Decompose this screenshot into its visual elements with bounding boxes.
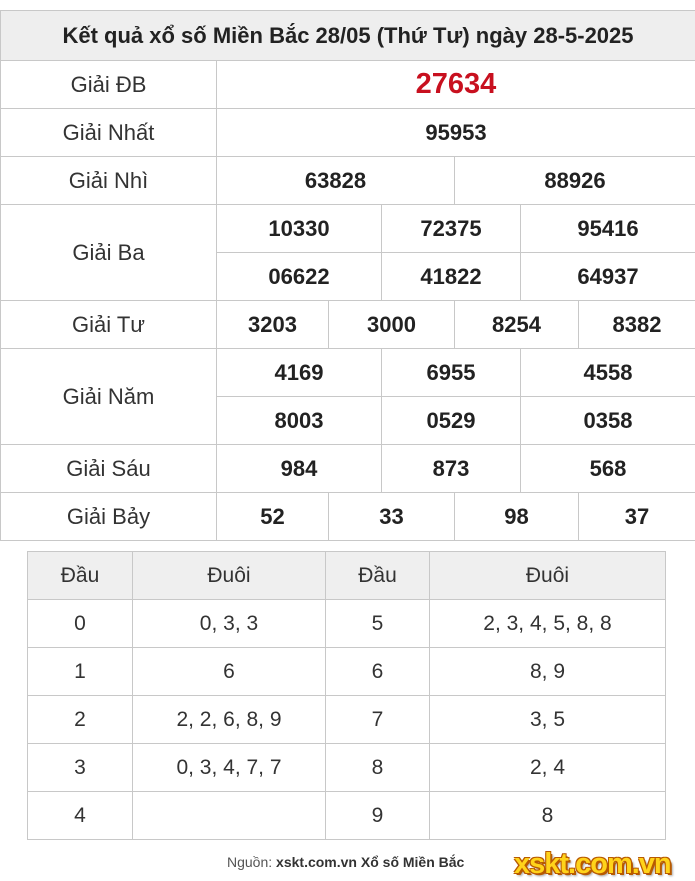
prize-number: 0358 bbox=[521, 397, 695, 445]
loto-tail-digits: 2, 2, 6, 8, 9 bbox=[133, 696, 326, 744]
prize-number: 873 bbox=[382, 445, 521, 493]
prize-7-label: Giải Bảy bbox=[1, 493, 217, 541]
prize-number: 10330 bbox=[217, 205, 382, 253]
loto-tail-digits: 2, 3, 4, 5, 8, 8 bbox=[430, 600, 666, 648]
loto-tail-digits: 8, 9 bbox=[430, 648, 666, 696]
prize-number: 568 bbox=[521, 445, 695, 493]
loto-head-digit: 6 bbox=[326, 648, 430, 696]
loto-row bbox=[28, 744, 666, 792]
loto-head-digit: 8 bbox=[326, 744, 430, 792]
loto-header-dau: Đầu bbox=[326, 552, 430, 600]
source-name: Xổ số Miền Bắc bbox=[361, 854, 464, 870]
loto-tail-digits: 8 bbox=[430, 792, 666, 840]
loto-head-digit: 1 bbox=[28, 648, 133, 696]
loto-tail-digits: 0, 3, 4, 7, 7 bbox=[133, 744, 326, 792]
loto-header-dau: Đầu bbox=[28, 552, 133, 600]
prize-number: 64937 bbox=[521, 253, 695, 301]
loto-tail-digits bbox=[133, 792, 326, 840]
prize-6-label: Giải Sáu bbox=[1, 445, 217, 493]
prize-5-label: Giải Năm bbox=[1, 349, 217, 445]
loto-head-digit: 3 bbox=[28, 744, 133, 792]
prize-1-label: Giải Nhất bbox=[1, 109, 217, 157]
loto-tail-digits: 6 bbox=[133, 648, 326, 696]
prize-number: 8254 bbox=[455, 301, 579, 349]
special-prize-number: 27634 bbox=[217, 61, 695, 109]
prize-number: 88926 bbox=[455, 157, 695, 205]
source-credit bbox=[227, 854, 464, 870]
loto-table bbox=[27, 551, 666, 840]
loto-row bbox=[28, 648, 666, 696]
prize-number: 8003 bbox=[217, 397, 382, 445]
prize-3-label: Giải Ba bbox=[1, 205, 217, 301]
loto-row bbox=[28, 696, 666, 744]
loto-row bbox=[28, 792, 666, 840]
loto-row bbox=[28, 600, 666, 648]
site-logo: xskt.com.vn bbox=[514, 848, 671, 881]
prize-number: 72375 bbox=[382, 205, 521, 253]
source-prefix: Nguồn: bbox=[227, 854, 272, 870]
loto-head-digit: 9 bbox=[326, 792, 430, 840]
loto-header-duoi: Đuôi bbox=[133, 552, 326, 600]
prize-number: 95416 bbox=[521, 205, 695, 253]
prize-4-label: Giải Tư bbox=[1, 301, 217, 349]
page-title: Kết quả xổ số Miền Bắc 28/05 (Thứ Tư) ngày 28-5-2025 bbox=[1, 11, 695, 61]
prize-number: 3203 bbox=[217, 301, 329, 349]
prize-2-label: Giải Nhì bbox=[1, 157, 217, 205]
footer bbox=[0, 846, 695, 878]
loto-head-digit: 0 bbox=[28, 600, 133, 648]
loto-header-duoi: Đuôi bbox=[430, 552, 666, 600]
prize-number: 52 bbox=[217, 493, 329, 541]
loto-tail-digits: 0, 3, 3 bbox=[133, 600, 326, 648]
loto-tail-digits: 3, 5 bbox=[430, 696, 666, 744]
prize-number: 3000 bbox=[329, 301, 455, 349]
prize-number: 6955 bbox=[382, 349, 521, 397]
prize-number: 06622 bbox=[217, 253, 382, 301]
prize-number: 8382 bbox=[579, 301, 695, 349]
prize-number: 63828 bbox=[217, 157, 455, 205]
loto-head-digit: 5 bbox=[326, 600, 430, 648]
prize-number: 4558 bbox=[521, 349, 695, 397]
source-site: xskt.com.vn bbox=[276, 854, 357, 870]
prize-db-label: Giải ĐB bbox=[1, 61, 217, 109]
prize-number: 984 bbox=[217, 445, 382, 493]
loto-head-digit: 2 bbox=[28, 696, 133, 744]
prize-number: 98 bbox=[455, 493, 579, 541]
prize-number: 41822 bbox=[382, 253, 521, 301]
results-table bbox=[0, 10, 695, 541]
prize-number: 4169 bbox=[217, 349, 382, 397]
prize-number: 37 bbox=[579, 493, 695, 541]
loto-head-digit: 7 bbox=[326, 696, 430, 744]
loto-head-digit: 4 bbox=[28, 792, 133, 840]
loto-tail-digits: 2, 4 bbox=[430, 744, 666, 792]
prize-number: 33 bbox=[329, 493, 455, 541]
prize-number: 95953 bbox=[217, 109, 695, 157]
prize-number: 0529 bbox=[382, 397, 521, 445]
